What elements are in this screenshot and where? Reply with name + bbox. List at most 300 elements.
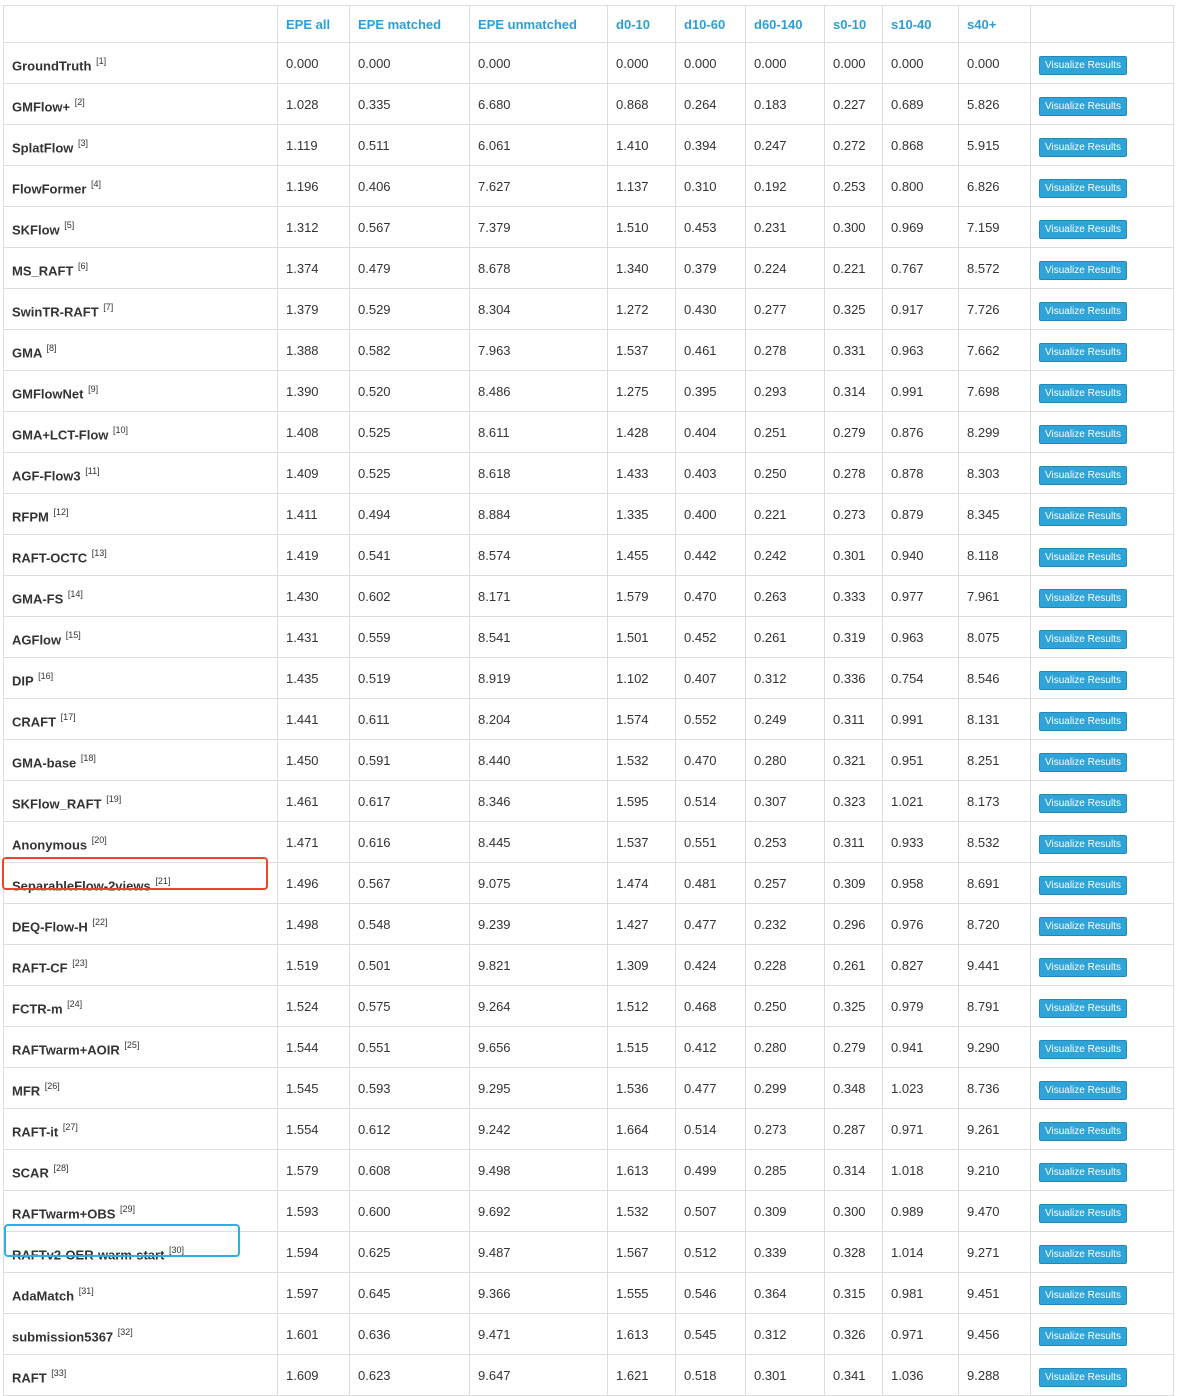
value-epe-unmatched: 9.075 <box>470 863 608 904</box>
visualize-results-button[interactable]: Visualize Results <box>1039 589 1127 608</box>
table-row <box>4 781 1174 822</box>
value-epe-unmatched: 9.498 <box>470 1150 608 1191</box>
value-d10-60: 0.430 <box>676 289 746 330</box>
value-d0-10: 1.536 <box>608 1068 676 1109</box>
visualize-results-button[interactable]: Visualize Results <box>1039 138 1127 157</box>
method-name: MFR <box>12 1083 41 1099</box>
value-epe-all: 1.435 <box>278 658 350 699</box>
value-s10-40: 0.979 <box>883 986 959 1027</box>
method-cell <box>4 822 278 863</box>
value-epe-matched: 0.593 <box>350 1068 470 1109</box>
value-s40plus: 8.131 <box>959 699 1031 740</box>
value-d60-140: 0.280 <box>746 1027 825 1068</box>
method-name: RFPM <box>12 509 49 525</box>
table-row <box>4 125 1174 166</box>
visualize-results-button[interactable]: Visualize Results <box>1039 1122 1127 1141</box>
method-cell <box>4 1232 278 1273</box>
reference-link[interactable]: [20] <box>91 834 107 845</box>
visualize-results-button[interactable]: Visualize Results <box>1039 425 1127 444</box>
value-d0-10: 1.613 <box>608 1150 676 1191</box>
col-header-s40plus[interactable]: s40+ <box>959 6 1031 43</box>
value-s40plus: 8.720 <box>959 904 1031 945</box>
value-epe-all: 1.519 <box>278 945 350 986</box>
value-epe-all: 1.028 <box>278 84 350 125</box>
value-s0-10: 0.336 <box>825 658 883 699</box>
method-name: RAFT <box>12 1370 47 1386</box>
visualize-results-button[interactable]: Visualize Results <box>1039 1327 1127 1346</box>
method-cell <box>4 1109 278 1150</box>
table-row <box>4 84 1174 125</box>
reference-link[interactable]: [32] <box>117 1326 133 1337</box>
value-d10-60: 0.461 <box>676 330 746 371</box>
value-d60-140: 0.261 <box>746 617 825 658</box>
value-s0-10: 0.325 <box>825 986 883 1027</box>
value-epe-all: 1.461 <box>278 781 350 822</box>
actions-cell <box>1031 1273 1174 1314</box>
value-s0-10: 0.348 <box>825 1068 883 1109</box>
value-epe-matched: 0.608 <box>350 1150 470 1191</box>
value-epe-matched: 0.645 <box>350 1273 470 1314</box>
value-epe-matched: 0.616 <box>350 822 470 863</box>
method-name: AdaMatch <box>12 1288 75 1304</box>
reference-link[interactable]: [15] <box>65 629 81 640</box>
value-d10-60: 0.514 <box>676 781 746 822</box>
visualize-results-button[interactable]: Visualize Results <box>1039 1081 1127 1100</box>
reference-link[interactable]: [10] <box>113 424 129 435</box>
method-cell <box>4 658 278 699</box>
actions-cell <box>1031 1191 1174 1232</box>
visualize-results-button[interactable]: Visualize Results <box>1039 261 1127 280</box>
value-d60-140: 0.250 <box>746 986 825 1027</box>
value-d60-140: 0.251 <box>746 412 825 453</box>
col-header-d0-10[interactable]: d0-10 <box>608 6 676 43</box>
actions-cell <box>1031 740 1174 781</box>
actions-cell <box>1031 207 1174 248</box>
value-s10-40: 0.963 <box>883 330 959 371</box>
value-s0-10: 0.253 <box>825 166 883 207</box>
method-name: CRAFT <box>12 714 57 730</box>
visualize-results-button[interactable]: Visualize Results <box>1039 1204 1127 1223</box>
value-d0-10: 1.555 <box>608 1273 676 1314</box>
value-d60-140: 0.299 <box>746 1068 825 1109</box>
value-d60-140: 0.312 <box>746 658 825 699</box>
actions-cell <box>1031 822 1174 863</box>
value-epe-unmatched: 8.440 <box>470 740 608 781</box>
value-d60-140: 0.247 <box>746 125 825 166</box>
method-cell <box>4 576 278 617</box>
value-s10-40: 0.951 <box>883 740 959 781</box>
value-s0-10: 0.287 <box>825 1109 883 1150</box>
value-epe-all: 1.390 <box>278 371 350 412</box>
value-epe-unmatched: 7.627 <box>470 166 608 207</box>
value-d0-10: 1.613 <box>608 1314 676 1355</box>
table-row <box>4 1191 1174 1232</box>
reference-link[interactable]: [24] <box>67 998 83 1009</box>
visualize-results-button[interactable]: Visualize Results <box>1039 999 1127 1018</box>
visualize-results-button[interactable]: Visualize Results <box>1039 343 1127 362</box>
actions-cell <box>1031 166 1174 207</box>
value-s40plus: 7.726 <box>959 289 1031 330</box>
value-d60-140: 0.280 <box>746 740 825 781</box>
value-s10-40: 0.767 <box>883 248 959 289</box>
value-epe-all: 1.450 <box>278 740 350 781</box>
value-epe-unmatched: 8.611 <box>470 412 608 453</box>
value-d0-10: 1.455 <box>608 535 676 576</box>
value-s40plus: 8.303 <box>959 453 1031 494</box>
reference-link[interactable]: [25] <box>124 1039 140 1050</box>
value-epe-unmatched: 8.346 <box>470 781 608 822</box>
value-epe-unmatched: 0.000 <box>470 43 608 84</box>
value-s0-10: 0.300 <box>825 1191 883 1232</box>
value-d60-140: 0.285 <box>746 1150 825 1191</box>
method-cell <box>4 1027 278 1068</box>
col-header-d10-60[interactable]: d10-60 <box>676 6 746 43</box>
table-row <box>4 1068 1174 1109</box>
table-row <box>4 494 1174 535</box>
table-row <box>4 166 1174 207</box>
method-name: GMA+LCT-Flow <box>12 427 109 443</box>
method-cell <box>4 412 278 453</box>
col-header-s0-10[interactable]: s0-10 <box>825 6 883 43</box>
value-epe-unmatched: 9.487 <box>470 1232 608 1273</box>
method-cell <box>4 904 278 945</box>
reference-link[interactable]: [3] <box>78 137 89 148</box>
value-epe-all: 1.579 <box>278 1150 350 1191</box>
value-d60-140: 0.364 <box>746 1273 825 1314</box>
reference-link[interactable]: [33] <box>51 1367 67 1378</box>
value-epe-matched: 0.501 <box>350 945 470 986</box>
value-epe-matched: 0.529 <box>350 289 470 330</box>
table-row <box>4 740 1174 781</box>
method-name: SwinTR-RAFT <box>12 304 99 320</box>
value-d10-60: 0.404 <box>676 412 746 453</box>
visualize-results-button[interactable]: Visualize Results <box>1039 548 1127 567</box>
value-epe-all: 1.498 <box>278 904 350 945</box>
method-name: FCTR-m <box>12 1001 63 1017</box>
table-row <box>4 289 1174 330</box>
value-s10-40: 0.976 <box>883 904 959 945</box>
visualize-results-button[interactable]: Visualize Results <box>1039 1040 1127 1059</box>
value-d0-10: 1.272 <box>608 289 676 330</box>
value-epe-matched: 0.567 <box>350 863 470 904</box>
reference-link[interactable]: [30] <box>169 1244 185 1255</box>
table-row <box>4 453 1174 494</box>
table-row <box>4 1027 1174 1068</box>
value-s10-40: 0.754 <box>883 658 959 699</box>
actions-cell <box>1031 1314 1174 1355</box>
visualize-results-button[interactable]: Visualize Results <box>1039 384 1127 403</box>
value-s10-40: 0.958 <box>883 863 959 904</box>
value-epe-matched: 0.000 <box>350 43 470 84</box>
value-d0-10: 1.574 <box>608 699 676 740</box>
col-header-epe-unmatched[interactable]: EPE unmatched <box>470 6 608 43</box>
value-d60-140: 0.224 <box>746 248 825 289</box>
reference-link[interactable]: [13] <box>91 547 107 558</box>
value-epe-all: 1.609 <box>278 1355 350 1396</box>
visualize-results-button[interactable]: Visualize Results <box>1039 712 1127 731</box>
method-cell <box>4 248 278 289</box>
visualize-results-button[interactable]: Visualize Results <box>1039 302 1127 321</box>
value-s40plus: 8.546 <box>959 658 1031 699</box>
value-epe-unmatched: 6.680 <box>470 84 608 125</box>
col-header-method <box>4 6 278 43</box>
visualize-results-button[interactable]: Visualize Results <box>1039 835 1127 854</box>
actions-cell <box>1031 781 1174 822</box>
value-d60-140: 0.273 <box>746 1109 825 1150</box>
reference-link[interactable]: [2] <box>74 96 85 107</box>
reference-link[interactable]: [27] <box>62 1121 78 1132</box>
value-epe-all: 1.419 <box>278 535 350 576</box>
value-epe-unmatched: 8.171 <box>470 576 608 617</box>
visualize-results-button[interactable]: Visualize Results <box>1039 1368 1127 1387</box>
value-d10-60: 0.481 <box>676 863 746 904</box>
table-row <box>4 43 1174 84</box>
visualize-results-button[interactable]: Visualize Results <box>1039 1286 1127 1305</box>
visualize-results-button[interactable]: Visualize Results <box>1039 876 1127 895</box>
value-epe-all: 1.312 <box>278 207 350 248</box>
method-name: RAFT-OCTC <box>12 550 88 566</box>
table-row <box>4 1109 1174 1150</box>
reference-link[interactable]: [8] <box>46 342 57 353</box>
reference-link[interactable]: [19] <box>106 793 122 804</box>
visualize-results-button[interactable]: Visualize Results <box>1039 220 1127 239</box>
visualize-results-button[interactable]: Visualize Results <box>1039 97 1127 116</box>
value-epe-matched: 0.479 <box>350 248 470 289</box>
table-row <box>4 658 1174 699</box>
value-d60-140: 0.232 <box>746 904 825 945</box>
value-epe-all: 1.119 <box>278 125 350 166</box>
col-header-epe-matched[interactable]: EPE matched <box>350 6 470 43</box>
table-row <box>4 1314 1174 1355</box>
value-d0-10: 1.567 <box>608 1232 676 1273</box>
value-epe-matched: 0.567 <box>350 207 470 248</box>
value-d10-60: 0.518 <box>676 1355 746 1396</box>
visualize-results-button[interactable]: Visualize Results <box>1039 671 1127 690</box>
value-epe-matched: 0.575 <box>350 986 470 1027</box>
method-name: RAFT-CF <box>12 960 68 976</box>
method-name: RAFTv2-OER-warm-start <box>12 1247 165 1263</box>
value-d0-10: 1.427 <box>608 904 676 945</box>
value-d10-60: 0.512 <box>676 1232 746 1273</box>
value-d0-10: 1.537 <box>608 822 676 863</box>
reference-link[interactable]: [16] <box>38 670 54 681</box>
value-s10-40: 0.963 <box>883 617 959 658</box>
reference-link[interactable]: [12] <box>53 506 69 517</box>
table-row <box>4 822 1174 863</box>
value-epe-unmatched: 8.678 <box>470 248 608 289</box>
value-d60-140: 0.192 <box>746 166 825 207</box>
table-row <box>4 1150 1174 1191</box>
table-row <box>4 1232 1174 1273</box>
value-d10-60: 0.552 <box>676 699 746 740</box>
value-d0-10: 1.579 <box>608 576 676 617</box>
visualize-results-button[interactable]: Visualize Results <box>1039 917 1127 936</box>
table-row <box>4 412 1174 453</box>
reference-link[interactable]: [6] <box>78 260 89 271</box>
reference-link[interactable]: [11] <box>85 465 100 476</box>
value-s0-10: 0.319 <box>825 617 883 658</box>
actions-cell <box>1031 986 1174 1027</box>
value-epe-matched: 0.520 <box>350 371 470 412</box>
visualize-results-button[interactable]: Visualize Results <box>1039 507 1127 526</box>
value-epe-all: 1.388 <box>278 330 350 371</box>
value-epe-all: 1.409 <box>278 453 350 494</box>
actions-cell <box>1031 453 1174 494</box>
reference-link[interactable]: [21] <box>155 875 171 886</box>
value-d0-10: 1.512 <box>608 986 676 1027</box>
value-epe-unmatched: 9.821 <box>470 945 608 986</box>
actions-cell <box>1031 1232 1174 1273</box>
reference-link[interactable]: [23] <box>72 957 88 968</box>
reference-link[interactable]: [4] <box>91 178 102 189</box>
visualize-results-button[interactable]: Visualize Results <box>1039 56 1127 75</box>
value-s0-10: 0.309 <box>825 863 883 904</box>
value-d10-60: 0.499 <box>676 1150 746 1191</box>
method-cell <box>4 1314 278 1355</box>
value-epe-all: 1.430 <box>278 576 350 617</box>
value-d60-140: 0.301 <box>746 1355 825 1396</box>
actions-cell <box>1031 1027 1174 1068</box>
value-epe-all: 1.441 <box>278 699 350 740</box>
reference-link[interactable]: [1] <box>96 55 107 66</box>
reference-link[interactable]: [5] <box>64 219 75 230</box>
reference-link[interactable]: [17] <box>60 711 76 722</box>
method-name: GMA <box>12 345 42 361</box>
value-d60-140: 0.253 <box>746 822 825 863</box>
value-s0-10: 0.314 <box>825 1150 883 1191</box>
actions-cell <box>1031 125 1174 166</box>
col-header-epe-all[interactable]: EPE all <box>278 6 350 43</box>
value-d60-140: 0.278 <box>746 330 825 371</box>
reference-link[interactable]: [22] <box>92 916 108 927</box>
value-s40plus: 9.441 <box>959 945 1031 986</box>
value-s10-40: 0.000 <box>883 43 959 84</box>
value-d0-10: 1.137 <box>608 166 676 207</box>
visualize-results-button[interactable]: Visualize Results <box>1039 1245 1127 1264</box>
visualize-results-button[interactable]: Visualize Results <box>1039 794 1127 813</box>
method-name: RAFTwarm+OBS <box>12 1206 116 1222</box>
value-d0-10: 1.537 <box>608 330 676 371</box>
value-epe-unmatched: 9.295 <box>470 1068 608 1109</box>
results-table <box>3 5 1174 1396</box>
value-s10-40: 0.917 <box>883 289 959 330</box>
value-s10-40: 0.689 <box>883 84 959 125</box>
value-s40plus: 8.118 <box>959 535 1031 576</box>
value-s40plus: 9.261 <box>959 1109 1031 1150</box>
table-row <box>4 617 1174 658</box>
value-s10-40: 0.981 <box>883 1273 959 1314</box>
visualize-results-button[interactable]: Visualize Results <box>1039 466 1127 485</box>
actions-cell <box>1031 699 1174 740</box>
value-d10-60: 0.379 <box>676 248 746 289</box>
method-cell <box>4 945 278 986</box>
actions-cell <box>1031 658 1174 699</box>
value-epe-matched: 0.519 <box>350 658 470 699</box>
table-row <box>4 330 1174 371</box>
value-epe-matched: 0.636 <box>350 1314 470 1355</box>
value-d0-10: 1.532 <box>608 1191 676 1232</box>
value-s10-40: 0.941 <box>883 1027 959 1068</box>
method-name: SeparableFlow-2views <box>12 878 151 894</box>
value-epe-all: 1.597 <box>278 1273 350 1314</box>
value-epe-unmatched: 8.445 <box>470 822 608 863</box>
value-s10-40: 1.036 <box>883 1355 959 1396</box>
method-cell <box>4 740 278 781</box>
value-s10-40: 0.933 <box>883 822 959 863</box>
value-s0-10: 0.272 <box>825 125 883 166</box>
results-table-body <box>4 43 1174 1396</box>
method-cell <box>4 1150 278 1191</box>
col-header-d60-140[interactable]: d60-140 <box>746 6 825 43</box>
value-s40plus: 8.299 <box>959 412 1031 453</box>
reference-link[interactable]: [28] <box>53 1162 69 1173</box>
reference-link[interactable]: [14] <box>67 588 83 599</box>
method-cell <box>4 617 278 658</box>
value-epe-all: 1.374 <box>278 248 350 289</box>
visualize-results-button[interactable]: Visualize Results <box>1039 1163 1127 1182</box>
method-cell <box>4 494 278 535</box>
visualize-results-button[interactable]: Visualize Results <box>1039 958 1127 977</box>
table-row <box>4 535 1174 576</box>
value-s40plus: 0.000 <box>959 43 1031 84</box>
actions-cell <box>1031 576 1174 617</box>
value-d60-140: 0.221 <box>746 494 825 535</box>
value-epe-matched: 0.335 <box>350 84 470 125</box>
value-d60-140: 0.183 <box>746 84 825 125</box>
reference-link[interactable]: [18] <box>80 752 96 763</box>
col-header-s10-40[interactable]: s10-40 <box>883 6 959 43</box>
value-epe-matched: 0.406 <box>350 166 470 207</box>
method-cell <box>4 1273 278 1314</box>
visualize-results-button[interactable]: Visualize Results <box>1039 630 1127 649</box>
value-d10-60: 0.453 <box>676 207 746 248</box>
value-d0-10: 1.474 <box>608 863 676 904</box>
value-s40plus: 8.251 <box>959 740 1031 781</box>
reference-link[interactable]: [29] <box>120 1203 136 1214</box>
value-s0-10: 0.301 <box>825 535 883 576</box>
method-name: GroundTruth <box>12 58 92 74</box>
table-row <box>4 986 1174 1027</box>
reference-link[interactable]: [7] <box>103 301 114 312</box>
visualize-results-button[interactable]: Visualize Results <box>1039 179 1127 198</box>
value-epe-all: 1.431 <box>278 617 350 658</box>
value-s0-10: 0.278 <box>825 453 883 494</box>
reference-link[interactable]: [26] <box>44 1080 60 1091</box>
value-s40plus: 9.456 <box>959 1314 1031 1355</box>
table-row <box>4 1355 1174 1396</box>
value-d10-60: 0.400 <box>676 494 746 535</box>
method-name: submission5367 <box>12 1329 114 1345</box>
value-epe-matched: 0.511 <box>350 125 470 166</box>
value-epe-unmatched: 8.919 <box>470 658 608 699</box>
method-cell <box>4 863 278 904</box>
value-epe-matched: 0.494 <box>350 494 470 535</box>
value-d60-140: 0.277 <box>746 289 825 330</box>
table-row <box>4 904 1174 945</box>
method-name: AGFlow <box>12 632 62 648</box>
value-d10-60: 0.394 <box>676 125 746 166</box>
col-header-actions <box>1031 6 1174 43</box>
value-epe-all: 0.000 <box>278 43 350 84</box>
value-s0-10: 0.315 <box>825 1273 883 1314</box>
visualize-results-button[interactable]: Visualize Results <box>1039 753 1127 772</box>
reference-link[interactable]: [9] <box>88 383 99 394</box>
value-epe-all: 1.379 <box>278 289 350 330</box>
value-epe-matched: 0.541 <box>350 535 470 576</box>
table-row <box>4 207 1174 248</box>
reference-link[interactable]: [31] <box>78 1285 94 1296</box>
value-s10-40: 0.878 <box>883 453 959 494</box>
